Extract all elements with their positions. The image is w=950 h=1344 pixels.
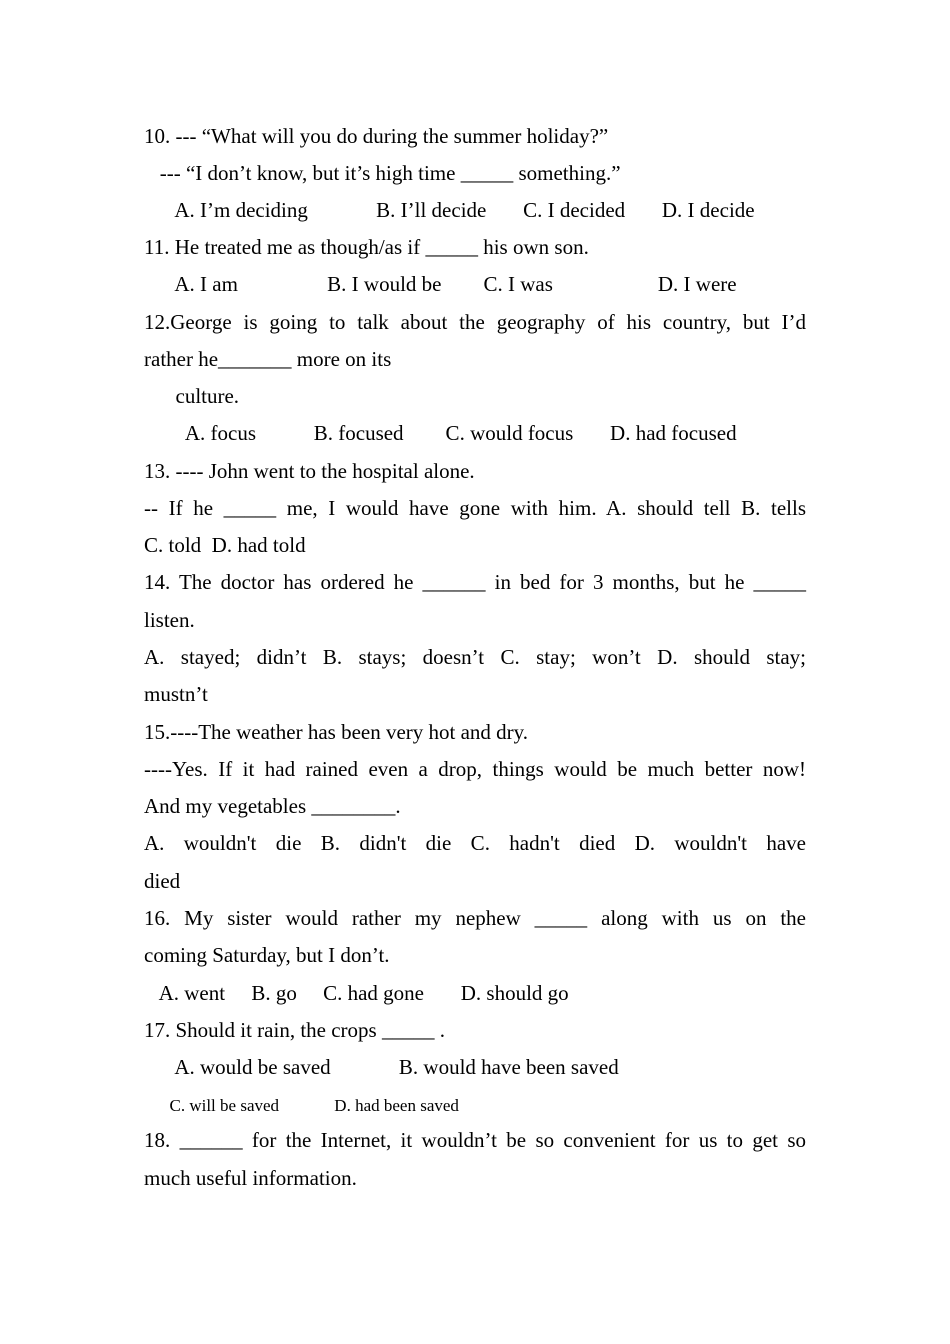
q10-reply: --- “I don’t know, but it’s high time _____ something.”: [144, 161, 621, 185]
q14-question-line1: 14. The doctor has ordered he ______ in bed for 3 months, but he _____: [144, 570, 806, 594]
q15-question: 15.----The weather has been very hot and dry.: [144, 720, 529, 744]
q17-options-ab: A. would be saved B. would have been saved: [144, 1055, 619, 1079]
q12-question-line1: 12.George is going to talk about the geography of his country, but I’d: [144, 310, 806, 334]
q17-question: 17. Should it rain, the crops _____ .: [144, 1018, 445, 1042]
q18-question-line2: much useful information.: [144, 1166, 357, 1190]
q10-question: 10. --- “What will you do during the summer holiday?”: [144, 124, 609, 148]
q16-question-line2: coming Saturday, but I don’t.: [144, 943, 390, 967]
q18-question-line1: 18. ______ for the Internet, it wouldn’t be so convenient for us to get so: [144, 1128, 806, 1152]
q15-reply-line2: And my vegetables ________.: [144, 794, 401, 818]
q12-question-line3: culture.: [144, 384, 240, 408]
q13-options-cont: C. told D. had told: [144, 533, 306, 557]
q15-options: A. wouldn't die B. didn't die C. hadn't died D. wouldn't have: [144, 831, 806, 855]
q11-question: 11. He treated me as though/as if _____ his own son.: [144, 235, 589, 259]
q14-options: A. stayed; didn’t B. stays; doesn’t C. stay; won’t D. should stay;: [144, 645, 806, 669]
q12-question-line2: rather he_______ more on its: [144, 347, 392, 371]
q15-options-cont: died: [144, 869, 181, 893]
q16-options: A. went B. go C. had gone D. should go: [144, 981, 569, 1005]
q13-question: 13. ---- John went to the hospital alone.: [144, 459, 475, 483]
q14-question-line2: listen.: [144, 608, 195, 632]
q15-reply-line1: ----Yes. If it had rained even a drop, things would be much better now!: [144, 757, 806, 781]
q10-options: A. I’m deciding B. I’ll decide C. I decided D. I decide: [144, 198, 755, 222]
q14-options-cont: mustn’t: [144, 682, 208, 706]
q17-options-cd: C. will be saved D. had been saved: [144, 1096, 459, 1115]
q11-options: A. I am B. I would be C. I was D. I were: [144, 272, 737, 296]
q12-options: A. focus B. focused C. would focus D. had focused: [144, 421, 737, 445]
q16-question-line1: 16. My sister would rather my nephew _____ along with us on the: [144, 906, 806, 930]
q13-reply-options: -- If he _____ me, I would have gone with him. A. should tell B. tells: [144, 496, 806, 520]
